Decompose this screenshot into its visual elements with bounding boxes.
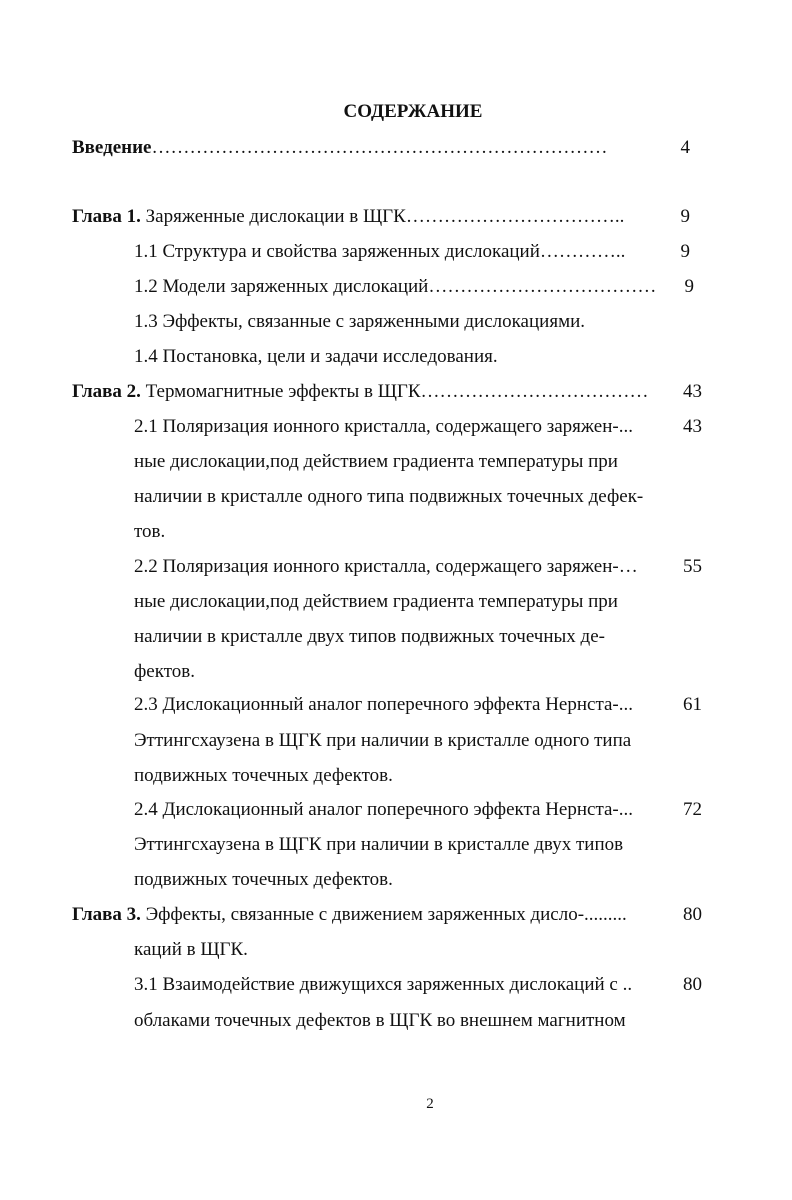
toc-page: 4	[680, 137, 690, 158]
toc-chapter-text: Термомагнитные эффекты в ЩГК………………………………	[140, 381, 649, 402]
page-title: СОДЕРЖАНИЕ	[343, 101, 483, 122]
toc-chapter-text: Эффекты, связанные с движением заряженных дисло-.........	[140, 904, 627, 925]
toc-section-2-2-line: наличии в кристалле двух типов подвижных точечных де-	[134, 626, 605, 647]
toc-page: 61	[683, 694, 702, 715]
toc-section-1-4[interactable]: 1.4 Постановка, цели и задачи исследования.	[134, 346, 498, 367]
toc-section-3-1-line[interactable]: 3.1 Взаимодействие движущихся заряженных дислокаций с ..	[134, 974, 633, 995]
toc-section-3-1-line: облаками точечных дефектов в ЩГК во внешнем магнитном	[134, 1010, 626, 1031]
toc-chapter-text: Заряженные дислокации в ЩГК……………………………..	[140, 206, 625, 227]
toc-dots: ………………………………………………………………	[151, 137, 608, 158]
toc-section-2-3-line: Эттингсхаузена в ЩГК при наличии в кристалле одного типа	[134, 730, 632, 751]
toc-section-2-1-line[interactable]: 2.1 Поляризация ионного кристалла, содержащего заряжен-...	[134, 416, 633, 437]
toc-section-2-4-line[interactable]: 2.4 Дислокационный аналог поперечного эффекта Нернста-...	[134, 799, 634, 820]
toc-entry-label: Введение	[72, 137, 152, 158]
toc-section-2-4-line: Эттингсхаузена в ЩГК при наличии в кристалле двух типов	[134, 834, 624, 855]
toc-chapter-label: Глава 2.	[72, 381, 141, 402]
toc-page: 80	[683, 974, 702, 995]
toc-page: 9	[684, 276, 694, 297]
toc-section-2-2-line: фектов.	[134, 661, 195, 682]
toc-section-2-2-line[interactable]: 2.2 Поляризация ионного кристалла, содержащего заряжен-…	[134, 556, 638, 577]
toc-chapter-label: Глава 1.	[72, 206, 141, 227]
toc-section-2-3-line[interactable]: 2.3 Дислокационный аналог поперечного эффекта Нернста-...	[134, 694, 634, 715]
toc-chapter-1[interactable]	[72, 206, 624, 228]
toc-section-1-2[interactable]: 1.2 Модели заряженных дислокаций………………………………	[134, 276, 657, 297]
toc-chapter-3-line: каций в ЩГК.	[134, 939, 248, 960]
toc-page: 43	[683, 416, 702, 437]
toc-entry-intro[interactable]	[72, 137, 608, 159]
toc-section-2-3-line: подвижных точечных дефектов.	[134, 765, 393, 786]
toc-chapter-3[interactable]	[72, 904, 627, 926]
toc-page: 80	[683, 904, 702, 925]
toc-section-1-1[interactable]: 1.1 Структура и свойства заряженных дислокаций…………..	[134, 241, 626, 262]
toc-section-2-1-line: тов.	[134, 521, 166, 542]
toc-page: 72	[683, 799, 702, 820]
toc-section-2-4-line: подвижных точечных дефектов.	[134, 869, 393, 890]
toc-page: 9	[680, 206, 690, 227]
toc-section-2-1-line: наличии в кристалле одного типа подвижных точечных дефек-	[134, 486, 644, 507]
toc-page: 55	[683, 556, 702, 577]
page-number: 2	[426, 1096, 434, 1112]
toc-section-1-3[interactable]: 1.3 Эффекты, связанные с заряженными дислокациями.	[134, 311, 586, 332]
toc-chapter-label: Глава 3.	[72, 904, 141, 925]
toc-section-2-1-line: ные дислокации,под действием градиента температуры при	[134, 451, 618, 472]
toc-chapter-2[interactable]	[72, 381, 649, 403]
toc-page: 43	[683, 381, 702, 402]
toc-page: 9	[680, 241, 690, 262]
toc-section-2-2-line: ные дислокации,под действием градиента температуры при	[134, 591, 618, 612]
